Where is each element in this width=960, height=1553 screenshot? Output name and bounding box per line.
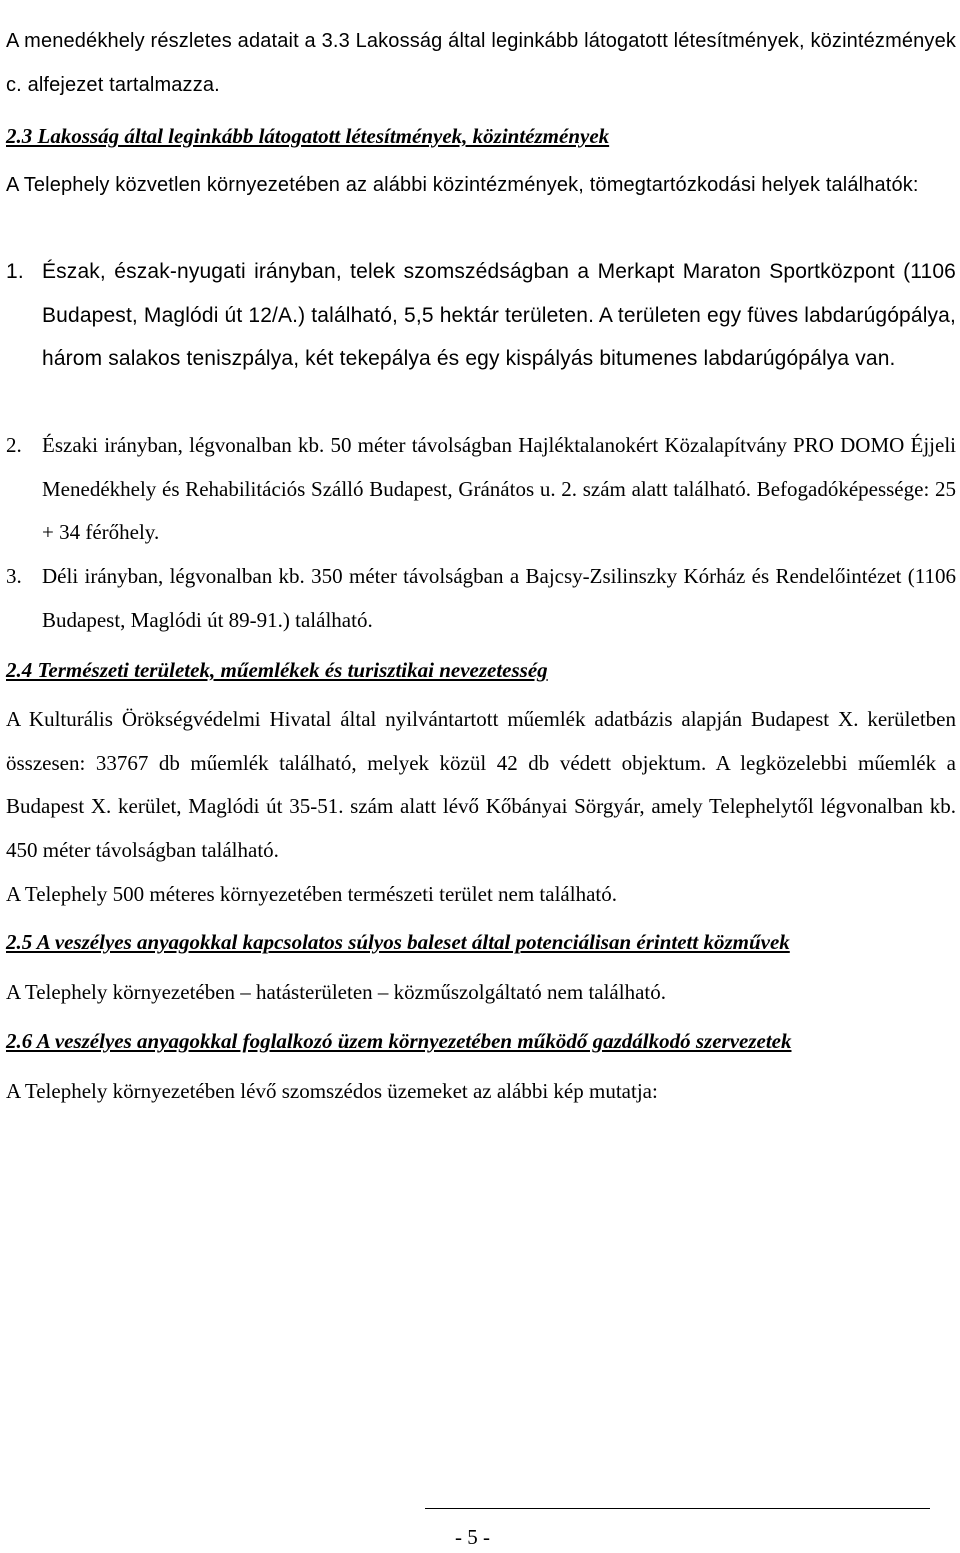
list-item (6, 555, 956, 642)
section-2-5-paragraph: A Telephely környezetében – hatásterületen – közműszolgáltató nem található. (6, 980, 666, 1004)
section-2-4-heading: 2.4 Természeti területek, műemlékek és turisztikai nevezetesség (6, 658, 548, 682)
document-page (6, 0, 956, 1553)
section-2-3-heading: 2.3 Lakosság által leginkább látogatott létesítmények, közintézmények (6, 124, 610, 148)
section-2-6-paragraph: A Telephely környezetében lévő szomszédos üzemeket az alábbi kép mutatja: (6, 1079, 658, 1103)
list-item-number: 1. (6, 260, 24, 283)
intro-paragraph: A menedékhely részletes adatait a 3.3 Lakosság által leginkább látogatott létesítmények, közintézmények c. alfejezet tartalmazza. (6, 30, 956, 96)
section-2-6-heading: 2.6 A veszélyes anyagokkal foglalkozó üzem környezetében működő gazdálkodó szervezetek (6, 1029, 792, 1053)
list-item-text: Északi irányban, légvonalban kb. 50 méter távolságban Hajléktalanokért Közalapítvány PRO DOMO Éjjeli Menedékhely és Rehabilitációs Szálló Budapest, Gránátos u. 2. szám alatt található. Befogadóképessége: 25 + 34 férőhely. (42, 433, 956, 544)
section-2-5-heading: 2.5 A veszélyes anyagokkal kapcsolatos súlyos baleset által potenciálisan érintett közművek (6, 930, 790, 954)
list-item (6, 424, 956, 555)
section-2-3-intro: A Telephely közvetlen környezetében az alábbi közintézmények, tömegtartózkodási helyek találhatók: (6, 174, 919, 196)
footer-divider (425, 1508, 930, 1509)
list-item (6, 250, 956, 381)
page-number: - 5 - (455, 1525, 490, 1549)
list-item-number: 3. (6, 564, 22, 588)
list-item-text: Déli irányban, légvonalban kb. 350 méter távolságban a Bajcsy-Zsilinszky Kórház és Rendelőintézet (1106 Budapest, Maglódi út 89-91.) található. (42, 564, 956, 632)
list-item-text: Észak, észak-nyugati irányban, telek szomszédságban a Merkapt Maraton Sportközpont (1106 Budapest, Maglódi út 12/A.) található, 5,5 hektár területen. A területen egy füves labdarúgópálya, három salakos teniszpálya, két tekepálya és egy kispályás bitumenes labdarúgópálya van. (42, 260, 956, 370)
section-2-4-paragraph-2: A Telephely 500 méteres környezetében természeti terület nem található. (6, 882, 617, 906)
list-item-number: 2. (6, 433, 22, 457)
section-2-4-paragraph-1: A Kulturális Örökségvédelmi Hivatal által nyilvántartott műemlék adatbázis alapján Budapest X. kerületben összesen: 33767 db műemlék található, melyek közül 42 db védett objektum. A legközelebbi műemlék a Budapest X. kerület, Maglódi út 35-51. szám alatt lévő Kőbányai Sörgyár, amely Telephelytől légvonalban kb. 450 méter távolságban található. (6, 707, 956, 862)
